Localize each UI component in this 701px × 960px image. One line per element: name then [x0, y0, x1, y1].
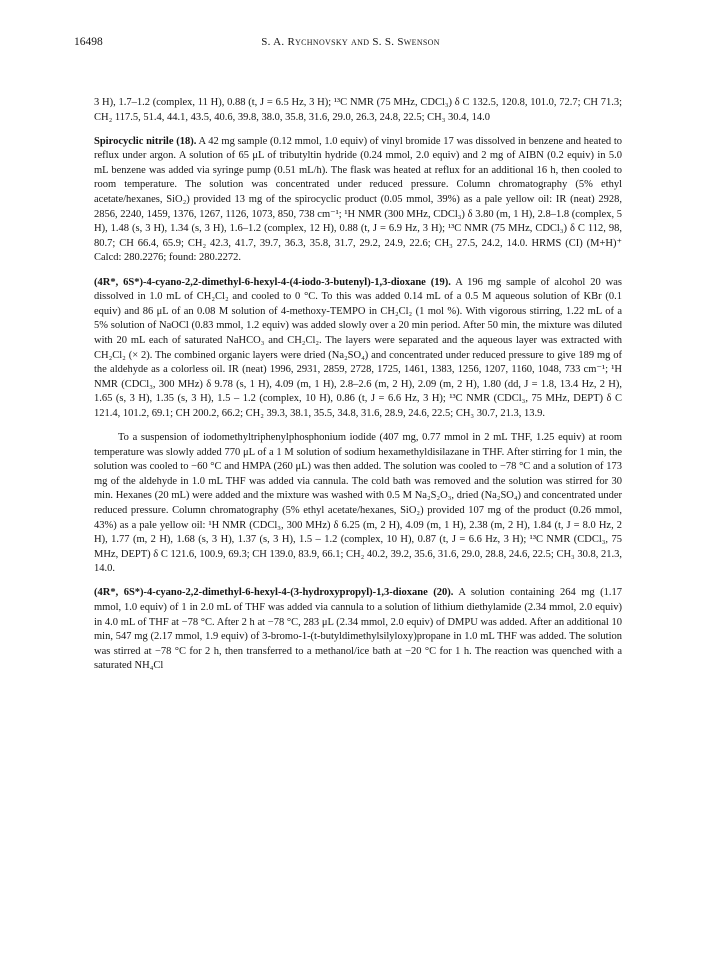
paragraph-text: A 196 mg sample of alcohol 20 was dissolved in 1.0 mL of CH₂Cl₂ and cooled to 0 °C. To this was added 0.14 mL of a 0.5 M aqueous solution of KBr (0.1 equiv) and 86 μL of an 0.08 M solution of 4-methoxy-TEMPO in CH₂Cl₂ (1 mol %). With vigorous stirring, 1.22 mL of a 5% solution of NaOCl (0.83 mmol, 1.2 equiv) was added slowly over a 20 min period. After 50 min, the mixture was diluted with 20 mL each of saturated NaHCO₃ and CH₂Cl₂. The layers were separated and the aqueous layer was extracted with CH₂Cl₂ (× 2). The combined organic layers were dried (Na₂SO₄) and concentrated under reduced pressure to give 189 mg of the aldehyde as a colorless oil. IR (neat) 1996, 2931, 2859, 2728, 1725, 1461, 1383, 1256, 1207, 1160, 1048, 733 cm⁻¹; ¹H NMR (CDCl₃, 300 MHz) δ 9.78 (s, 1 H), 4.09 (m, 1 H), 2.8–2.6 (m, 2 H), 2.09 (m, 2 H), 1.80 (dd, J = 1.8, 13.4 Hz, 2 H), 1.65 (s, 3 H), 1.35 (s, 3 H), 1.5 – 1.2 (complex, 10 H), 0.86 (t, J = 6.6 Hz, 3 H); ¹³C NMR (CDCl₃, 75 MHz, DEPT) δ C 121.4, 101.2, 69.1; CH 200.2, 66.2; CH₂ 39.3, 38.1, 35.5, 34.8, 31.6, 28.9, 24.6, 22.5; CH₃ 30.7, 21.3, 13.9. — [94, 276, 622, 419]
paragraph-text: A solution containing 264 mg (1.17 mmol, 1.0 equiv) of 1 in 2.0 mL of THF was added via cannula to a solution of lithium diethylamide (2.34 mmol, 2.0 equiv) in 4.0 mL of THF at −78 °C. After 2 h at −78 °C, 283 μL (2.34 mmol, 2.0 equiv) of DMPU was added. After an additional 10 min, 547 mg (2.17 mmol, 1.9 equiv) of 3-bromo-1-(t-butyldimethylsilyloxy)propane in 1.0 mL THF was added. The solution was stirred at −78 °C for 2 h, then transferred to a methanol/ice bath at −20 °C for 1 h. The reaction was quenched with a saturated NH₄Cl — [94, 587, 623, 672]
running-title: S. A. Rychnovsky and S. S. Swenson — [261, 36, 440, 48]
compound-heading: Spirocyclic nitrile (18). — [94, 135, 197, 147]
paragraph-text: 3 H), 1.7–1.2 (complex, 11 H), 0.88 (t, J = 6.5 Hz, 3 H); ¹³C NMR (75 MHz, CDCl₃) δ C 132.5, 120.8, 101.0, 72.7; CH 71.3; CH₂ 117.5, 51.4, 44.1, 43.5, 40.6, 39.8, 38.0, 35.8, 31.6, 29.0, 26.3, 24.8, 22.5; CH₃ 30.4, 14.0 — [94, 97, 622, 123]
paragraph-spirocyclic-nitrile — [94, 135, 622, 266]
paragraph-nmr-continuation — [94, 96, 622, 125]
page-number: 16498 — [74, 36, 103, 48]
body-text — [94, 96, 622, 683]
compound-heading: (4R*, 6S*)-4-cyano-2,2-dimethyl-6-hexyl-4-(3-hydroxypropyl)-1,3-dioxane (20). — [94, 587, 454, 599]
paragraph-wittig — [94, 431, 622, 577]
paragraph-compound-20 — [94, 586, 622, 674]
paragraph-compound-19 — [94, 276, 622, 422]
paragraph-text: A 42 mg sample (0.12 mmol, 1.0 equiv) of vinyl bromide 17 was dissolved in benzene and heated to reflux under argon. A solution of 65 μL of tributyltin hydride (0.24 mmol, 2.0 equiv) and 2 mg of AIBN (0.2 equiv) in 5.0 mL benzene was added via syringe pump (0.51 mL/h). The flask was heated at reflux for an additional 16 h, then cooled to room temperature. The solution was concentrated under reduced pressure. Column chromatography (5% ethyl acetate/hexanes, SiO₂) provided 13 mg of the spirocyclic product (0.05 mmol, 39%) as a pale yellow oil: IR (neat) 2928, 2856, 2240, 1459, 1376, 1267, 1126, 1073, 850, 738 cm⁻¹; ¹H NMR (300 MHz, CDCl₃) δ 3.80 (m, 1 H), 2.8–1.8 (complex, 5 H), 1.48 (s, 3 H), 1.34 (s, 3 H), 1.6–1.2 (complex, 12 H), 0.88 (t, J = 6.9 Hz, 3 H); ¹³C NMR (75 MHz, CDCl₃) δ C 112, 98, 80.7; CH 66.4, 65.9; CH₂ 42.3, 41.7, 39.7, 36.3, 35.8, 31.7, 29.2, 24.9, 22.6; CH₃ 27.5, 24.2, 14.0. HRMS (CI) (M+H)⁺ Calcd: 280.2276; found: 280.2272. — [94, 135, 623, 264]
paragraph-text: To a suspension of iodomethyltriphenylphosphonium iodide (407 mg, 0.77 mmol in 2 mL THF, 1.25 equiv) at room temperature was slowly added 770 μL of a 1 M solution of sodium hexamethyldisilazane in THF. After stirring for 1 min, the solution was cooled to −60 °C and HMPA (260 μL) was then added. The solution was cooled to −78 °C and a solution of 173 mg of the aldehyde in 1.0 mL THF was added via cannula. The cold bath was removed and the solution was stirred for 30 min. Hexanes (20 mL) were added and the mixture was washed with 0.5 M Na₂S₂O₃, dried (Na₂SO₄) and concentrated under reduced pressure. Column chromatography (5% ethyl acetate/hexanes, SiO₂) provided 107 mg of the product (0.26 mmol, 43%) as a pale yellow oil: ¹H NMR (CDCl₃, 300 MHz) δ 6.25 (m, 2 H), 4.09 (m, 1 H), 2.38 (m, 2 H), 1.84 (t, J = 8.0 Hz, 2 H), 1.77 (m, 2 H), 1.68 (s, 3 H), 1.37 (s, 3 H), 1.5 – 1.2 (complex, 10 H), 0.87 (t, J = 6.6 Hz, 3 H); ¹³C NMR (CDCl₃, 75 MHz, DEPT) δ C 121.6, 100.9, 69.3; CH 139.0, 83.9, 66.1; CH₂ 40.2, 39.2, 35.6, 31.6, 29.0, 28.8, 24.6, 22.5; CH₃ 30.8, 21.3, 14.0. — [94, 431, 622, 575]
page-header — [0, 36, 701, 54]
compound-heading: (4R*, 6S*)-4-cyano-2,2-dimethyl-6-hexyl-4-(4-iodo-3-butenyl)-1,3-dioxane (19). — [94, 276, 451, 288]
